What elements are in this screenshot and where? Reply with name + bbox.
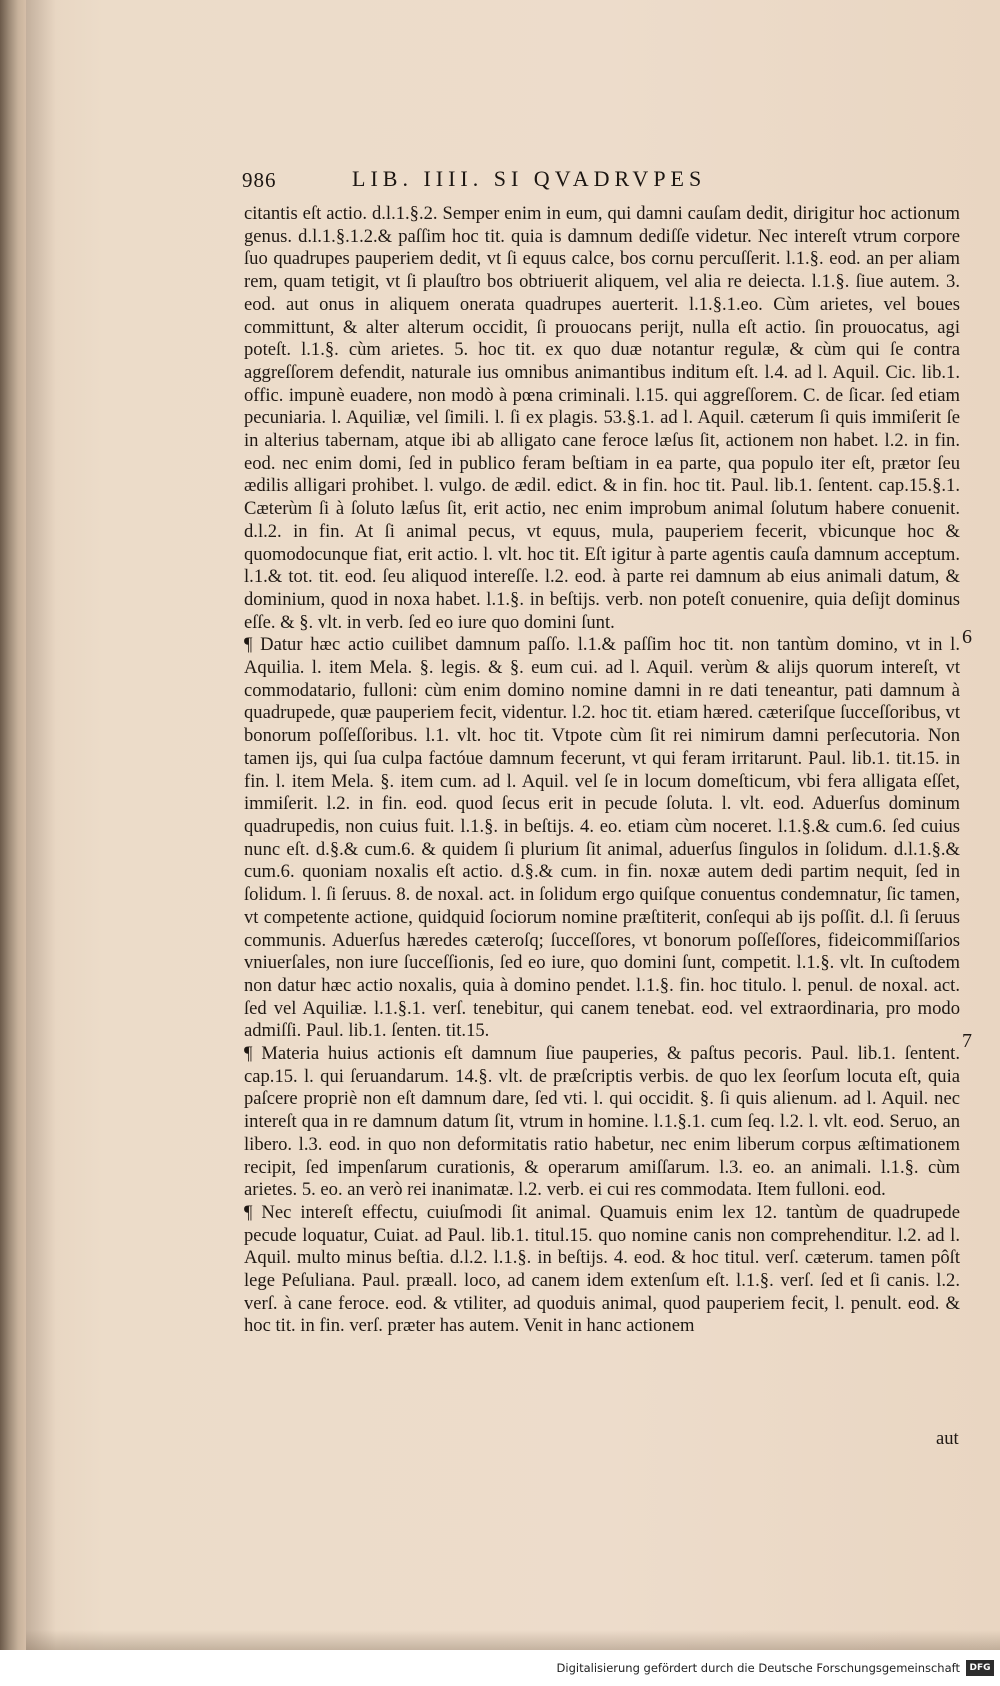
page-number: 986 bbox=[242, 168, 277, 192]
page-bottom-edge bbox=[26, 1630, 1000, 1650]
running-title: LIB. IIII. SI QVADRVPES bbox=[352, 166, 707, 191]
paragraph: ¶ Nec intereſt effectu, cuiuſmodi ſit animal. Quamuis enim lex 12. tantùm de quadrupede pecude loquatur, Cuiat. ad Paul. lib.1. titul.15. quo nomine canis non comprehenditur. l.2. ad l. Aquil. multo minus beſtia. d.l.2. l.1.§. in beſtijs. 4. eod. & hoc titul. verſ. cæterum. tamen pôſt lege Peſuliana. Paul. præall. loco, ad canem idem extenſum eſt. l.1.§. verſ. ſed et ſi canis. l.2. verſ. à cane feroce. eod. & vtiliter, ad quoduis animal, quod pauperiem fecit, l. penult. eod. & hoc tit. in fin. verſ. præter has autem. Venit in hanc actionem bbox=[244, 1201, 960, 1337]
margin-number: 7 bbox=[962, 1030, 972, 1052]
footer-credit: Digitalisierung gefördert durch die Deutsche Forschungsgemeinschaft bbox=[556, 1661, 960, 1675]
footer bbox=[0, 1654, 1000, 1686]
page-header bbox=[242, 168, 962, 198]
body-text bbox=[244, 203, 960, 1338]
dfg-logo: DFG bbox=[966, 1660, 994, 1676]
book-edge bbox=[0, 0, 26, 1650]
margin-number: 6 bbox=[962, 626, 972, 648]
paragraph: ¶ Materia huius actionis eſt damnum ſiue pauperies, & paſtus pecoris. Paul. lib.1. ſentent. cap.15. l. qui ſeruandarum. 14.§. vlt. de præſcriptis verbis. de quo lex ſeorſum locuta eſt, quia paſcere propriè non eſt damnum dare, ſed vti. l. qui occidit. §. ſi quis alienum. ad l. Aquil. nec intereſt qua in re damnum datum ſit, vtrum in homine. l.1.§.1. cum ſeq. l.2. l. vlt. eod. Seruo, an libero. l.3. eod. in quo non deformitatis ratio habetur, nec enim liberum corpus æſtimationem recipit, ſed impenſarum curationis, & operarum amiſſarum. l.3. eo. an animali. l.1.§. cùm arietes. 5. eo. an verò rei inanimatæ. l.2. verb. ei cui res commodata. Item fulloni. eod. bbox=[244, 1043, 960, 1201]
paragraph: citantis eſt actio. d.l.1.§.2. Semper enim in eum, qui damni cauſam dedit, dirigitur hoc actionum genus. d.l.1.§.1.2.& paſſim hoc tit. quia is damnum dediſſe videtur. Nec intereſt vtrum corpore ſuo quadrupes pauperiem dedit, vt ſi equus calce, bos cornu percuſſerit. l.1.§. eod. an per aliam rem, quam tetigit, vt ſi plauſtro bos obtriuerit aliquem, vel alia re deiecta. l.1.§. ſiue autem. 3. eod. aut onus in aliquem onerata quadrupes auerterit. l.1.§.1.eo. Cùm arietes, vel boues committunt, & alter alterum occidit, ſi prouocans perijt, nulla eſt actio. ſin prouocatus, agi poteſt. l.1.§. cùm arietes. 5. hoc tit. ex quo duæ notantur regulæ, & cùm qui ſe contra aggreſſorem defendit, naturale ius omnibus animantibus inditum eſt. l.4. ad l. Aquil. Cic. lib.1. offic. impunè euadere, non modò à pœna criminali. l.15. qui aggreſſorem. C. de ſicar. ſed etiam pecuniaria. l. Aquiliæ, vel ſimili. l. ſi ex plagis. 53.§.1. ad l. Aquil. cæterum ſi quis immiſerit ſe in alterius tabernam, atque ibi ab alligato cane feroce læſus ſit, actionem non habet. l.2. in fin. eod. nec enim domi, ſed in publico feram beſtiam in ea parte, qua populo iter eſt, prætor ſeu ædilis alligari prohibet. l. vulgo. de ædil. edict. & in fin. hoc tit. Paul. lib.1. ſentent. cap.15.§.1. Cæterùm ſi à ſoluto læſus ſit, erit actio, nec enim improbum animal ſolutum habere conuenit. d.l.2. in fin. At ſi animal pecus, vt equus, mula, pauperiem fecerit, vbicunque hoc & quomodocunque fiat, erit actio. l. vlt. hoc tit. Eſt igitur à parte agentis cauſa damnum acceptum. l.1.& tot. tit. eod. ſeu aliquod intereſſe. l.2. eod. à parte rei damnum ab eius animali datum, & dominium, quod in noxa habet. l.1.§. in beſtijs. verb. non poteſt conuenire, quia deſijt dominus eſſe. & §. vlt. in verb. ſed eo iure quo domini ſunt. bbox=[244, 203, 960, 633]
paragraph: ¶ Datur hæc actio cuilibet damnum paſſo. l.1.& paſſim hoc tit. non tantùm domino, vt in l. Aquilia. l. item Mela. §. legis. & §. eum cui. ad l. Aquil. verùm & alijs quorum intereſt, vt commodatario, fulloni: cùm enim domino nomine damni in re dati teneantur, pati damnum à quadrupede, quæ pauperiem fecit, videntur. l.2. hoc tit. etiam hæred. cæteriſque ſucceſſoribus, vt bonorum poſſeſſoribus. l.1. vlt. hoc tit. Vtpote cùm ſit rei nimirum damni perſecutoria. Non tamen ijs, qui ſua culpa factóue damnum fecerunt, vt qui feram irritarunt. Paul. lib.1. tit.15. in fin. l. item Mela. §. item cum. ad l. Aquil. vel ſe in locum domeſticum, vbi fera alligata eſſet, immiſerit. l.2. in fin. eod. quod ſecus erit in pecude ſoluta. l. vlt. eod. Aduerſus dominum quadrupedis, non cuius fuit. l.1.§. in beſtijs. 4. eo. etiam cùm noceret. l.1.§.& cum.6. ſed cuius nunc eſt. d.§.& cum.6. & quidem ſi plurium ſit animal, aduerſus ſingulos in ſolidum. d.l.1.§.& cum.6. quoniam noxalis eſt actio. d.§.& cum. in fin. noxæ autem dedi partim nequit, ſed in ſolidum. l. ſi ſeruus. 8. de noxal. act. in ſolidum ergo quiſque conuentus condemnatur, ſic tamen, vt competente actione, quidquid ſociorum nomine præſtiterit, conſequi ab ijs poſſit. d.l. ſi ſeruus communis. Aduerſus hæredes cæteroſq; ſucceſſores, vt bonorum poſſeſſores, fideicommiſſarios vniuerſales, non iure ſucceſſionis, ſed eo iure, quo domini ſunt, competit. l.1.§. vlt. In cuſtodem non datur hæc actio noxalis, quia à domino pendet. l.1.§. fin. hoc titulo. l. penul. de noxal. act. ſed vel Aquiliæ. l.1.§.1. verſ. tenebitur, qui canem tenebat. eod. vel extraordinaria, pro modo admiſſi. Paul. lib.1. ſenten. tit.15. bbox=[244, 634, 960, 1042]
gutter-shadow bbox=[26, 0, 56, 1650]
catchword: aut bbox=[936, 1428, 959, 1449]
